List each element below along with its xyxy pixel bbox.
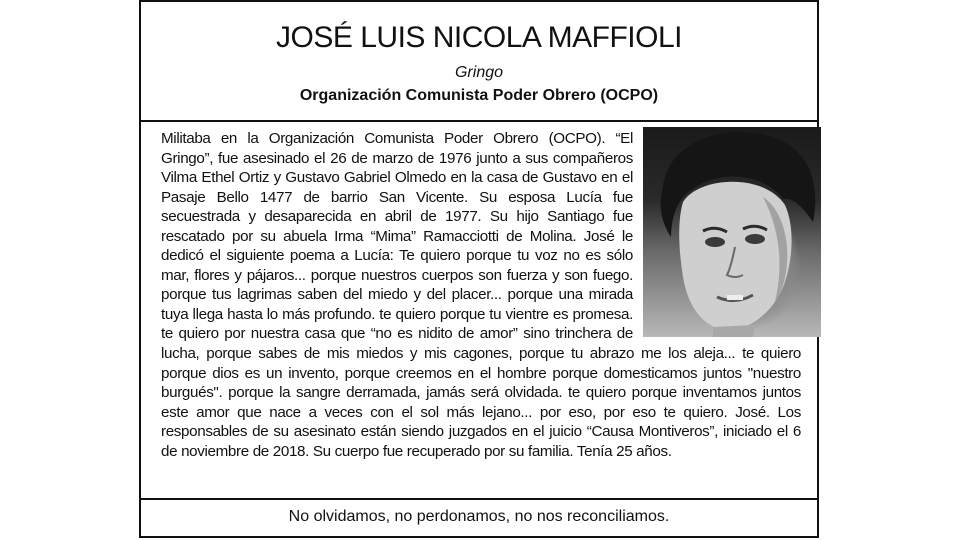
organization-name: Organización Comunista Poder Obrero (OCPO) xyxy=(299,87,659,104)
person-name: JOSÉ LUIS NICOLA MAFFIOLI xyxy=(276,21,682,54)
obituary-card xyxy=(139,0,819,538)
footer-slogan: No olvidamos, no perdonamos, no nos reconciliamos. xyxy=(288,508,670,525)
portrait-photo xyxy=(643,127,821,337)
biography-text: Militaba en la Organización Comunista Poder Obrero (OCPO). “El Gringo”, fue asesinado el 26 de marzo de 1976 junto a sus compañeros Vilma Ethel Ortiz y Gustavo Gabriel Olmedo en la casa de Gustavo en el Pasaje Bello 1477 de barrio San Vicente. Su esposa Lucía fue secuestrada y desaparecida en abril de 1977. Su hijo Santiago fue rescatado por su abuela Irma “Mima” Ramacciotti de Molina. José le dedicó el siguiente poema a Lucía: Te quiero porque tu voz no es sólo mar, flores y pájaros... porque nuestros cuerpos son fuerza y son fuego. porque tus lagrimas saben del miedo y del placer... porque una mirada tuya llega hasta lo más profundo. te quiero porque tu vientre es promesa. te quiero por nuestra casa que “no es nidito de amor” sino trinchera de lucha, porque sabes de mis miedos y mis cagones, porque tu abrazo me los aleja... te quiero porque dios es un invento, porque creemos en el hombre porque domesticamos juntos "nuestro burgués". porque la sangre derramada, jamás será olvidada. te quiero porque inventamos juntos este amor que nace a veces con el sol más lejano... por eso, por eso te quiero. José. Los responsables de su asesinato están siendo juzgados en el juicio “Causa Montiveros”, iniciado el 6 de noviembre de 2018. Su cuerpo fue recuperado por su familia. Tenía 25 años. xyxy=(161,130,801,460)
header xyxy=(141,2,817,122)
biography xyxy=(161,129,801,499)
footer xyxy=(141,498,817,536)
portrait-drawing xyxy=(643,127,821,337)
person-alias: Gringo xyxy=(454,64,504,81)
